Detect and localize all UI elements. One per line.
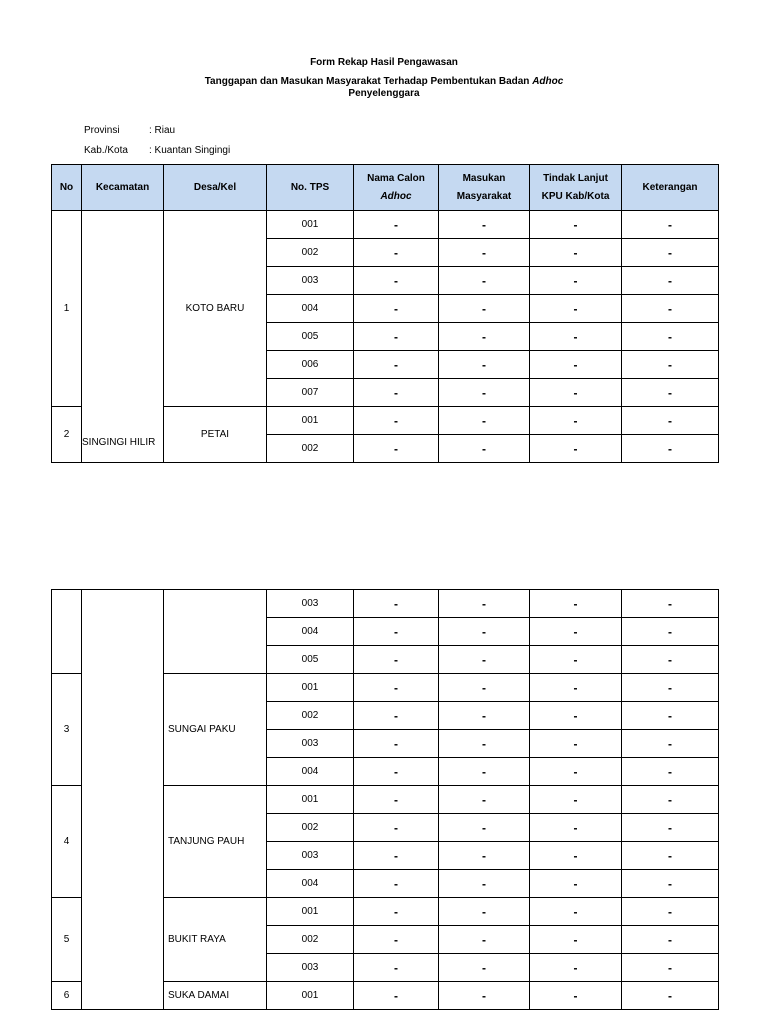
tps-cell: 002: [267, 239, 354, 267]
nama-calon-cell: -: [354, 842, 439, 870]
meta-kabkota: [84, 145, 230, 156]
keterangan-cell: -: [622, 590, 719, 618]
desa-cell: SUNGAI PAKU: [164, 674, 267, 786]
form-subtitle: [0, 76, 768, 100]
tindak-lanjut-cell: -: [530, 842, 622, 870]
tindak-lanjut-cell: -: [530, 351, 622, 379]
table-row: [52, 590, 719, 618]
masukan-cell: -: [439, 758, 530, 786]
keterangan-cell: -: [622, 379, 719, 407]
nama-calon-cell: -: [354, 295, 439, 323]
no-cell: 3: [52, 674, 82, 786]
tindak-lanjut-cell: -: [530, 898, 622, 926]
header-nama-line2: Adhoc: [380, 190, 412, 202]
masukan-cell: -: [439, 323, 530, 351]
form-title: Form Rekap Hasil Pengawasan: [310, 57, 458, 68]
keterangan-cell: -: [622, 758, 719, 786]
desa-cell: [164, 590, 267, 674]
meta-provinsi: [84, 125, 175, 136]
nama-calon-cell: -: [354, 379, 439, 407]
keterangan-cell: -: [622, 898, 719, 926]
tindak-lanjut-cell: -: [530, 379, 622, 407]
keterangan-cell: -: [622, 211, 719, 239]
header-masukan-line2: Masyarakat: [456, 190, 512, 202]
tps-cell: 001: [267, 898, 354, 926]
tps-cell: 002: [267, 435, 354, 463]
rekap-table-page2: [51, 589, 719, 1010]
nama-calon-cell: -: [354, 407, 439, 435]
tindak-lanjut-cell: -: [530, 954, 622, 982]
header-no: No: [52, 165, 82, 211]
tps-cell: 002: [267, 814, 354, 842]
masukan-cell: -: [439, 842, 530, 870]
keterangan-cell: -: [622, 646, 719, 674]
keterangan-cell: -: [622, 239, 719, 267]
masukan-cell: -: [439, 814, 530, 842]
tps-cell: 004: [267, 870, 354, 898]
tindak-lanjut-cell: -: [530, 926, 622, 954]
header-tindak-lanjut: [530, 165, 622, 211]
header-masukan: [439, 165, 530, 211]
nama-calon-cell: -: [354, 674, 439, 702]
tindak-lanjut-cell: -: [530, 814, 622, 842]
tindak-lanjut-cell: -: [530, 618, 622, 646]
tindak-lanjut-cell: -: [530, 786, 622, 814]
kecamatan-cell: SINGINGI HILIR: [82, 211, 164, 463]
tindak-lanjut-cell: -: [530, 646, 622, 674]
masukan-cell: -: [439, 730, 530, 758]
tps-cell: 001: [267, 982, 354, 1010]
header-desa: Desa/Kel: [164, 165, 267, 211]
no-cell: 1: [52, 211, 82, 407]
header-row: [52, 165, 719, 211]
header-tindak-line2: KPU Kab/Kota: [541, 190, 610, 202]
no-cell: [52, 590, 82, 674]
nama-calon-cell: -: [354, 926, 439, 954]
tps-cell: 001: [267, 786, 354, 814]
header-keterangan: Keterangan: [622, 165, 719, 211]
tps-cell: 003: [267, 590, 354, 618]
tindak-lanjut-cell: -: [530, 267, 622, 295]
tps-cell: 005: [267, 646, 354, 674]
no-cell: 5: [52, 898, 82, 982]
masukan-cell: -: [439, 954, 530, 982]
nama-calon-cell: -: [354, 814, 439, 842]
masukan-cell: -: [439, 982, 530, 1010]
kabkota-value: : Kuantan Singingi: [149, 145, 231, 156]
tps-cell: 004: [267, 618, 354, 646]
tindak-lanjut-cell: -: [530, 211, 622, 239]
nama-calon-cell: -: [354, 870, 439, 898]
keterangan-cell: -: [622, 295, 719, 323]
nama-calon-cell: -: [354, 351, 439, 379]
desa-cell: BUKIT RAYA: [164, 898, 267, 982]
masukan-cell: -: [439, 702, 530, 730]
tps-cell: 002: [267, 702, 354, 730]
provinsi-value: : Riau: [149, 125, 176, 136]
keterangan-cell: -: [622, 702, 719, 730]
keterangan-cell: -: [622, 786, 719, 814]
nama-calon-cell: -: [354, 435, 439, 463]
masukan-cell: -: [439, 435, 530, 463]
masukan-cell: -: [439, 926, 530, 954]
nama-calon-cell: -: [354, 323, 439, 351]
tindak-lanjut-cell: -: [530, 407, 622, 435]
tindak-lanjut-cell: -: [530, 590, 622, 618]
keterangan-cell: -: [622, 842, 719, 870]
tps-cell: 003: [267, 954, 354, 982]
tindak-lanjut-cell: -: [530, 870, 622, 898]
kecamatan-cell: [82, 590, 164, 1010]
subtitle-line2: Penyelenggara: [348, 88, 420, 99]
keterangan-cell: -: [622, 407, 719, 435]
tindak-lanjut-cell: -: [530, 323, 622, 351]
tps-cell: 001: [267, 211, 354, 239]
nama-calon-cell: -: [354, 267, 439, 295]
tindak-lanjut-cell: -: [530, 674, 622, 702]
masukan-cell: -: [439, 407, 530, 435]
tindak-lanjut-cell: -: [530, 295, 622, 323]
tindak-lanjut-cell: -: [530, 239, 622, 267]
masukan-cell: -: [439, 590, 530, 618]
tindak-lanjut-cell: -: [530, 702, 622, 730]
nama-calon-cell: -: [354, 646, 439, 674]
tindak-lanjut-cell: -: [530, 758, 622, 786]
desa-cell: SUKA DAMAI: [164, 982, 267, 1010]
no-cell: 4: [52, 786, 82, 898]
masukan-cell: -: [439, 618, 530, 646]
provinsi-label: Provinsi: [84, 125, 120, 136]
subtitle-italic: Adhoc: [532, 76, 564, 87]
nama-calon-cell: -: [354, 590, 439, 618]
masukan-cell: -: [439, 646, 530, 674]
keterangan-cell: -: [622, 926, 719, 954]
tps-cell: 006: [267, 351, 354, 379]
header-tindak-line1: Tindak Lanjut: [543, 172, 608, 184]
tps-cell: 004: [267, 758, 354, 786]
header-masukan-line1: Masukan: [462, 172, 506, 184]
desa-cell: PETAI: [164, 407, 267, 463]
masukan-cell: -: [439, 870, 530, 898]
masukan-cell: -: [439, 786, 530, 814]
keterangan-cell: -: [622, 982, 719, 1010]
keterangan-cell: -: [622, 954, 719, 982]
keterangan-cell: -: [622, 870, 719, 898]
tps-cell: 003: [267, 730, 354, 758]
nama-calon-cell: -: [354, 730, 439, 758]
header-nama-calon: [354, 165, 439, 211]
tps-cell: 001: [267, 674, 354, 702]
desa-cell: KOTO BARU: [164, 211, 267, 407]
masukan-cell: -: [439, 379, 530, 407]
masukan-cell: -: [439, 898, 530, 926]
tps-cell: 005: [267, 323, 354, 351]
table-row: [52, 211, 719, 239]
tindak-lanjut-cell: -: [530, 982, 622, 1010]
keterangan-cell: -: [622, 618, 719, 646]
tps-cell: 001: [267, 407, 354, 435]
nama-calon-cell: -: [354, 786, 439, 814]
nama-calon-cell: -: [354, 618, 439, 646]
tps-cell: 004: [267, 295, 354, 323]
header-nama-line1: Nama Calon: [367, 172, 425, 184]
nama-calon-cell: -: [354, 702, 439, 730]
header-kecamatan: Kecamatan: [82, 165, 164, 211]
tindak-lanjut-cell: -: [530, 730, 622, 758]
keterangan-cell: -: [622, 323, 719, 351]
keterangan-cell: -: [622, 351, 719, 379]
no-cell: 2: [52, 407, 82, 463]
nama-calon-cell: -: [354, 239, 439, 267]
nama-calon-cell: -: [354, 758, 439, 786]
masukan-cell: -: [439, 674, 530, 702]
masukan-cell: -: [439, 295, 530, 323]
nama-calon-cell: -: [354, 982, 439, 1010]
masukan-cell: -: [439, 239, 530, 267]
keterangan-cell: -: [622, 814, 719, 842]
keterangan-cell: -: [622, 435, 719, 463]
keterangan-cell: -: [622, 674, 719, 702]
desa-cell: TANJUNG PAUH: [164, 786, 267, 898]
no-cell: 6: [52, 982, 82, 1010]
subtitle-prefix: Tanggapan dan Masukan Masyarakat Terhadap Pembentukan Badan: [204, 76, 533, 87]
nama-calon-cell: -: [354, 211, 439, 239]
tps-cell: 003: [267, 267, 354, 295]
tps-cell: 003: [267, 842, 354, 870]
kabkota-label: Kab./Kota: [84, 145, 128, 156]
masukan-cell: -: [439, 351, 530, 379]
nama-calon-cell: -: [354, 954, 439, 982]
nama-calon-cell: -: [354, 898, 439, 926]
tps-cell: 002: [267, 926, 354, 954]
keterangan-cell: -: [622, 267, 719, 295]
tps-cell: 007: [267, 379, 354, 407]
masukan-cell: -: [439, 211, 530, 239]
masukan-cell: -: [439, 267, 530, 295]
rekap-table-page1: [51, 164, 719, 463]
tindak-lanjut-cell: -: [530, 435, 622, 463]
keterangan-cell: -: [622, 730, 719, 758]
header-tps: No. TPS: [267, 165, 354, 211]
